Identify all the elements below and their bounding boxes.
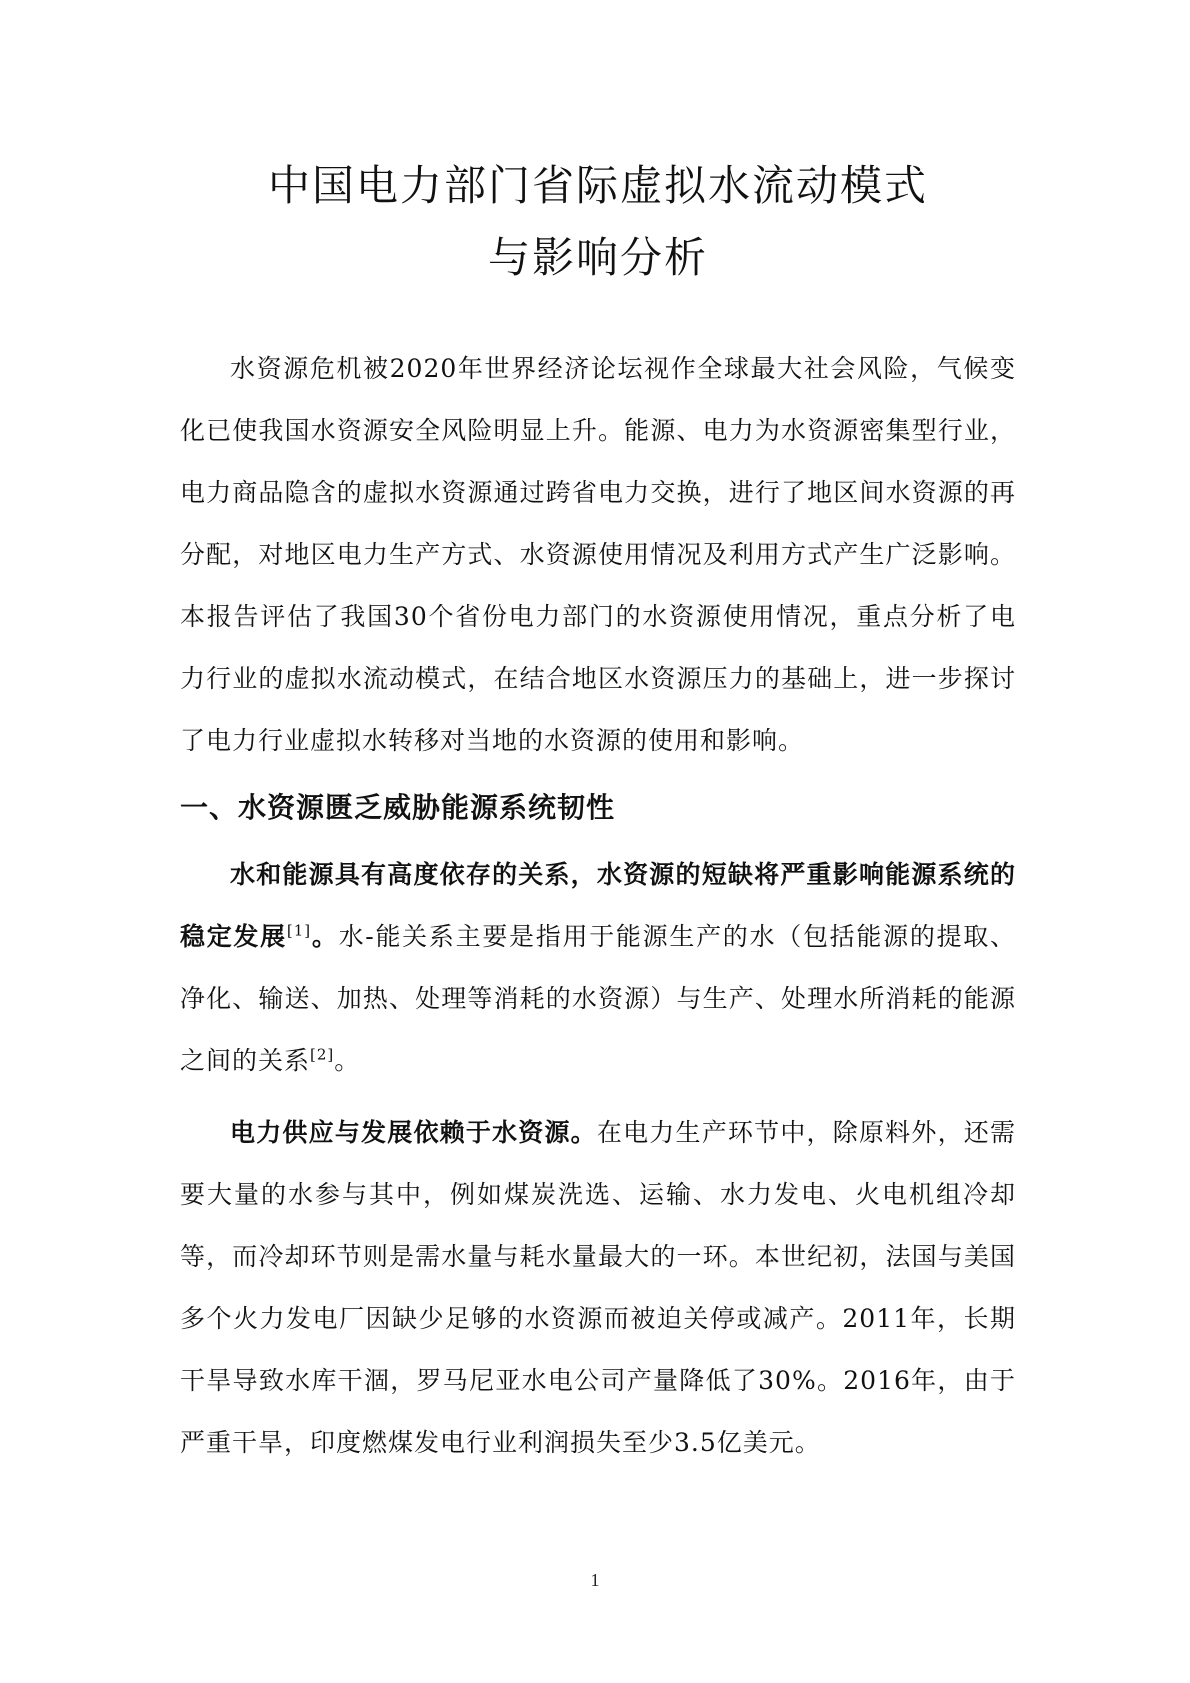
page-number: 1 bbox=[590, 1570, 600, 1590]
section1-paragraph-1 bbox=[180, 844, 1016, 1092]
paragraph-text: 在电力生产环节中，除原料外，还需要大量的水参与其中，例如煤炭洗选、运输、水力发电、火电机组冷却等，而冷却环节则是需水量与耗水量最大的一环。本世纪初，法国与美国多个火力发电厂因缺少足够的水资源而被迫关停或减产。2011年，长期干旱导致水库干涸，罗马尼亚水电公司产量降低了30%。2016年，由于严重干旱，印度燃煤发电行业利润损失至少3.5亿美元。 bbox=[180, 1118, 1016, 1457]
paragraph-text: 水-能关系主要是指用于能源生产的水（包括能源的提取、净化、输送、加热、处理等消耗的水资源）与生产、处理水所消耗的能源之间的关系 bbox=[180, 922, 1016, 1075]
document-page bbox=[180, 150, 1016, 1474]
section1-paragraph-2 bbox=[180, 1102, 1016, 1474]
citation-ref[interactable]: [1] bbox=[286, 921, 312, 940]
title-line-2: 与影响分析 bbox=[487, 233, 708, 282]
document-title bbox=[180, 150, 1016, 294]
citation-ref[interactable]: [2] bbox=[310, 1045, 335, 1064]
title-line-1: 中国电力部门省际虚拟水流动模式 bbox=[267, 161, 928, 210]
paragraph-gap bbox=[180, 1092, 1016, 1102]
lead-sentence: 电力供应与发展依赖于水资源。 bbox=[230, 1118, 597, 1147]
section-heading-1: 一、水资源匮乏威胁能源系统韧性 bbox=[180, 791, 616, 824]
lead-sentence: 水和能源具有高度依存的关系，水资源的短缺将严重影响能源系统的稳定发展 bbox=[180, 860, 1016, 951]
lead-sentence-end: 。 bbox=[311, 922, 339, 951]
paragraph-end: 。 bbox=[334, 1046, 361, 1075]
intro-paragraph: 水资源危机被2020年世界经济论坛视作全球最大社会风险，气候变化已使我国水资源安全风险明显上升。能源、电力为水资源密集型行业，电力商品隐含的虚拟水资源通过跨省电力交换，进行了地区间水资源的再分配，对地区电力生产方式、水资源使用情况及利用方式产生广泛影响。本报告评估了我国30个省份电力部门的水资源使用情况，重点分析了电力行业的虚拟水流动模式，在结合地区水资源压力的基础上，进一步探讨了电力行业虚拟水转移对当地的水资源的使用和影响。 bbox=[180, 354, 1016, 755]
